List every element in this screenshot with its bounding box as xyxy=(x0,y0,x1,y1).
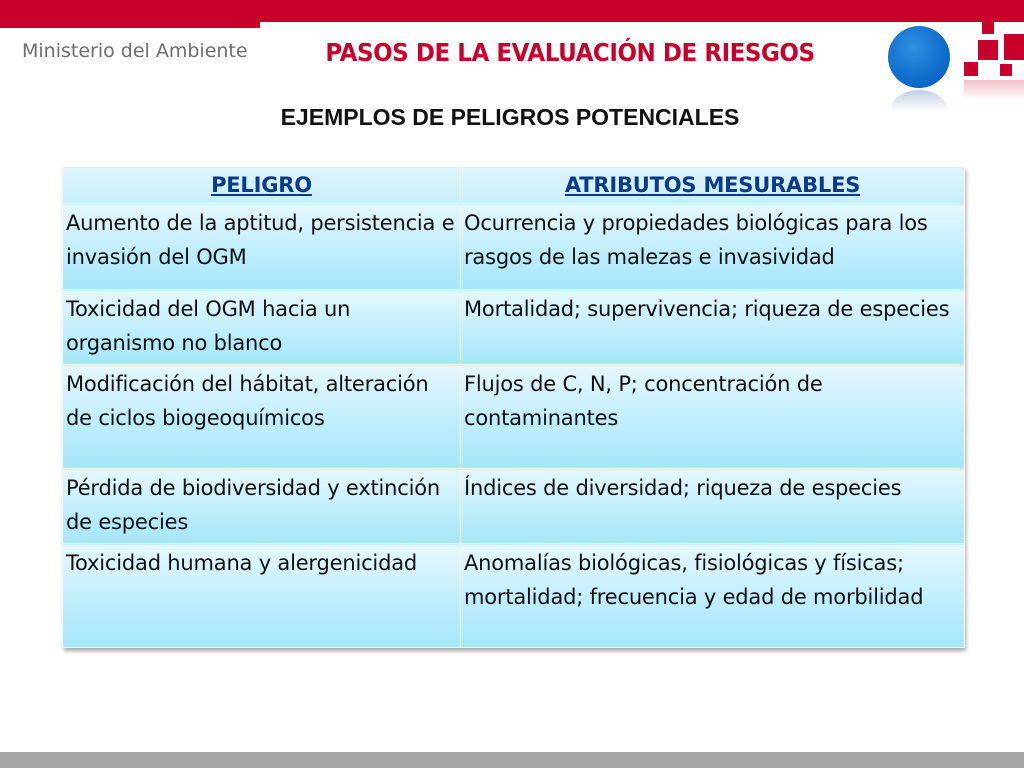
column-header-atributos: ATRIBUTOS MESURABLES xyxy=(461,167,965,204)
section-subtitle: EJEMPLOS DE PELIGROS POTENCIALES xyxy=(280,104,740,130)
cell-peligro: Modificación del hábitat, alteración de ciclos biogeoquímicos xyxy=(63,365,461,469)
table-row xyxy=(63,365,965,469)
bottom-footer-bar xyxy=(0,752,1024,768)
circle-reflection-icon xyxy=(890,90,948,112)
cell-peligro: Aumento de la aptitud, persistencia e invasión del OGM xyxy=(63,204,461,290)
cell-atributos: Índices de diversidad; riqueza de especies xyxy=(461,469,965,544)
cell-atributos: Anomalías biológicas, fisiológicas y físicas; mortalidad; frecuencia y edad de morbilidad xyxy=(461,544,965,648)
table-row xyxy=(63,469,965,544)
table-row xyxy=(63,204,965,290)
table-row xyxy=(63,290,965,365)
hazards-table xyxy=(62,166,964,648)
blue-circle-logo-icon xyxy=(888,26,950,88)
table-header-row xyxy=(63,167,965,204)
column-header-peligro: PELIGRO xyxy=(63,167,461,204)
table-row xyxy=(63,544,965,648)
cell-atributos: Ocurrencia y propiedades biológicas para los rasgos de las malezas e invasividad xyxy=(461,204,965,290)
page-title: PASOS DE LA EVALUACIÓN DE RIESGOS xyxy=(325,38,815,67)
cell-peligro: Toxicidad del OGM hacia un organismo no blanco xyxy=(63,290,461,365)
cell-atributos: Flujos de C, N, P; concentración de contaminantes xyxy=(461,365,965,469)
cell-atributos: Mortalidad; supervivencia; riqueza de especies xyxy=(461,290,965,365)
ministry-logo-text: Ministerio del Ambiente xyxy=(22,40,248,62)
cell-peligro: Pérdida de biodiversidad y extinción de especies xyxy=(63,469,461,544)
cell-peligro: Toxicidad humana y alergenicidad xyxy=(63,544,461,648)
